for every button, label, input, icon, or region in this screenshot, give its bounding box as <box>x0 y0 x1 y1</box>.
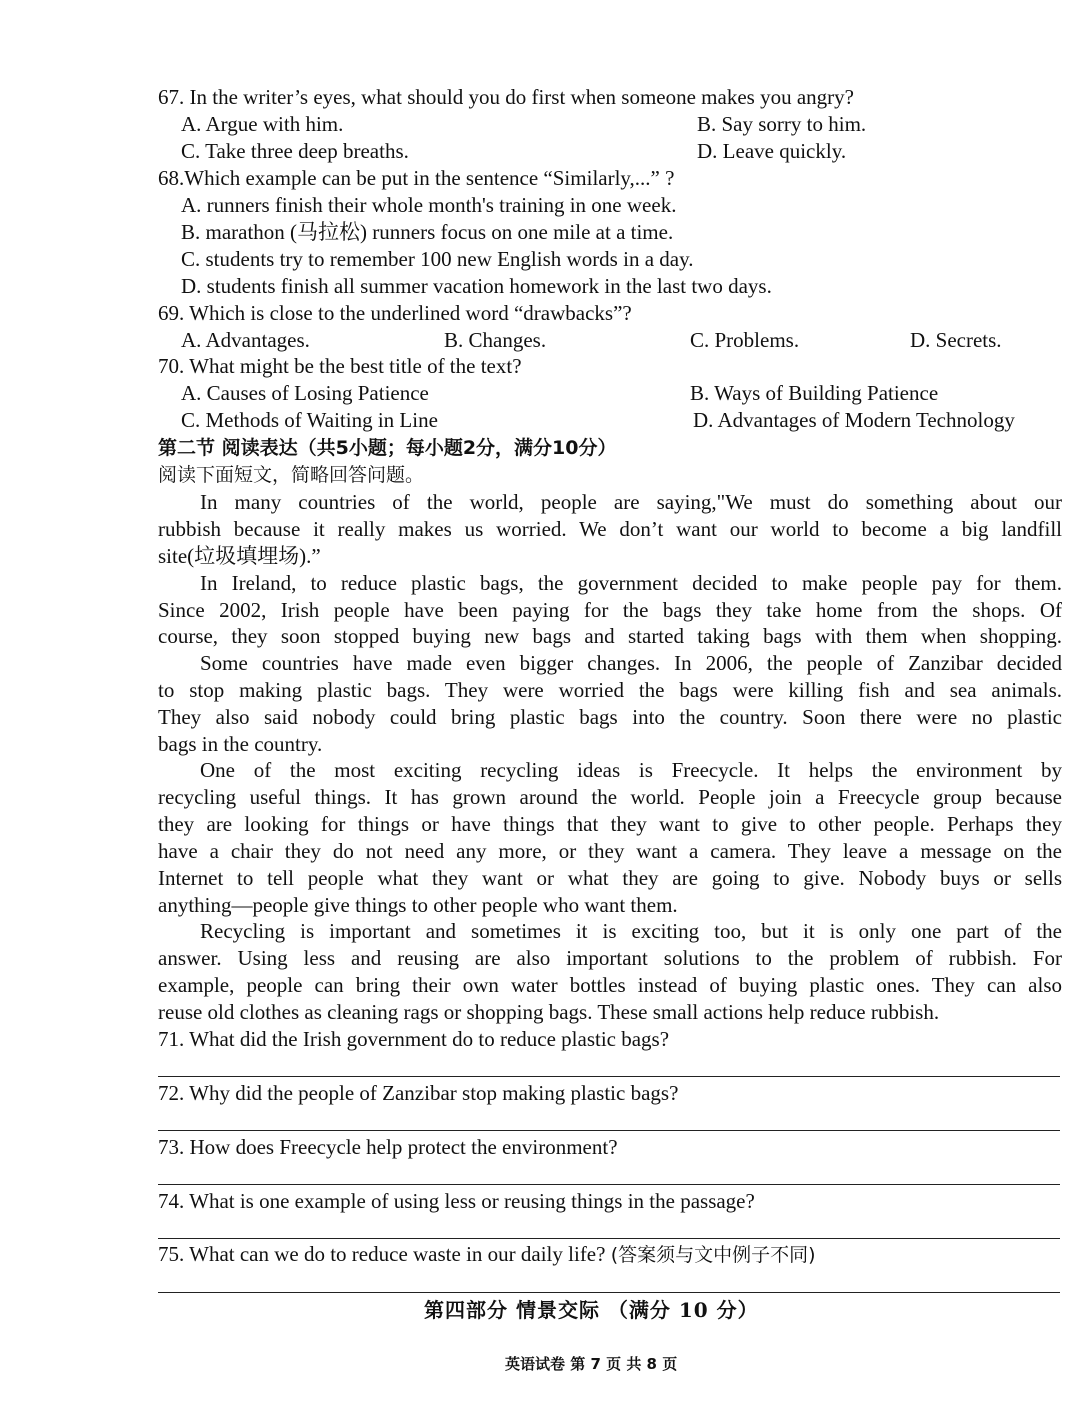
section-2-heading: 第二节 阅读表达（共5小题；每小题2分，满分10分） <box>158 437 617 459</box>
answer-line-73[interactable] <box>158 1184 1060 1185</box>
question-67-option-d: D. Leave quickly. <box>697 139 847 163</box>
passage-p4-line4: have a chair they do not need any more, or they want a camera. They leave a message on the <box>158 839 1062 863</box>
passage-p2-line1: In Ireland, to reduce plastic bags, the government decided to make people pay for them. <box>200 571 1062 595</box>
question-71: 71. What did the Irish government do to reduce plastic bags? <box>158 1027 670 1051</box>
passage-p3-line3: They also said nobody could bring plastic bags into the country. Soon there were no plastic <box>158 705 1062 729</box>
question-67-option-c: C. Take three deep breaths. <box>181 139 409 163</box>
answer-line-74[interactable] <box>158 1238 1060 1239</box>
passage-p5-line3: example, people can bring their own water bottles instead of buying plastic ones. They can also <box>158 973 1062 997</box>
question-68-option-b: B. marathon (马拉松) runners focus on one mile at a time. <box>181 220 674 244</box>
passage-p4-line5: Internet to tell people what they want or what they are going to give. Nobody buys or sells <box>158 866 1062 890</box>
passage-p1-line3: site(垃圾填埋场).” <box>158 544 321 568</box>
question-74: 74. What is one example of using less or reusing things in the passage? <box>158 1189 755 1213</box>
passage-p1-line1: In many countries of the world, people are saying,"We must do something about our <box>200 490 1062 514</box>
question-69-option-b: B. Changes. <box>444 328 547 352</box>
question-70-option-b: B. Ways of Building Patience <box>690 381 939 405</box>
question-68-option-c: C. students try to remember 100 new English words in a day. <box>181 247 694 271</box>
question-67-option-b: B. Say sorry to him. <box>697 112 867 136</box>
passage-p5-line2: answer. Using less and reusing are also important solutions to the problem of rubbish. For <box>158 946 1062 970</box>
passage-p2-line3: course, they soon stopped buying new bags and started taking bags with them when shopping. <box>158 624 1062 648</box>
passage-p5-line1: Recycling is important and sometimes it is exciting too, but it is only one part of the <box>200 919 1062 943</box>
passage-p4-line3: they are looking for things or have things that they want to give to other people. Perhaps they <box>158 812 1062 836</box>
passage-p4-line6: anything—people give things to other people who want them. <box>158 893 678 917</box>
question-67-option-a: A. Argue with him. <box>181 112 344 136</box>
question-70-option-c: C. Methods of Waiting in Line <box>181 408 438 432</box>
question-70-stem: 70. What might be the best title of the text? <box>158 354 522 378</box>
question-68-option-a: A. runners finish their whole month's training in one week. <box>181 193 677 217</box>
question-69-option-d: D. Secrets. <box>910 328 1002 352</box>
question-70-option-a: A. Causes of Losing Patience <box>181 381 429 405</box>
question-67-stem: 67. In the writer’s eyes, what should you do first when someone makes you angry? <box>158 85 854 109</box>
passage-p3-line2: to stop making plastic bags. They were worried the bags were killing fish and sea animals. <box>158 678 1062 702</box>
answer-line-72[interactable] <box>158 1130 1060 1131</box>
page-footer: 英语试卷 第 7 页 共 8 页 <box>505 1355 678 1373</box>
question-75 <box>158 1241 816 1269</box>
answer-line-71[interactable] <box>158 1076 1060 1077</box>
passage-p4-line1: One of the most exciting recycling ideas is Freecycle. It helps the environment by <box>200 758 1062 782</box>
question-69-option-c: C. Problems. <box>690 328 800 352</box>
section-2-instruction: 阅读下面短文，简略回答问题。 <box>158 464 425 486</box>
question-68-option-d: D. students finish all summer vacation homework in the last two days. <box>181 274 772 298</box>
passage-p2-line2: Since 2002, Irish people have been paying for the bags they take home from the shops. Of <box>158 598 1062 622</box>
question-75-text: 75. What can we do to reduce waste in our daily life? <box>158 1242 611 1266</box>
question-72: 72. Why did the people of Zanzibar stop making plastic bags? <box>158 1081 679 1105</box>
part-4-heading: 第四部分 情景交际 （满分 10 分） <box>424 1298 759 1322</box>
passage-p5-line4: reuse old clothes as cleaning rags or shopping bags. These small actions help reduce rubbish. <box>158 1000 940 1024</box>
question-75-note: (答案须与文中例子不同) <box>610 1244 816 1266</box>
answer-line-75[interactable] <box>158 1292 1060 1293</box>
passage-p3-line1: Some countries have made even bigger changes. In 2006, the people of Zanzibar decided <box>200 651 1062 675</box>
question-73: 73. How does Freecycle help protect the environment? <box>158 1135 618 1159</box>
question-69-option-a: A. Advantages. <box>181 328 310 352</box>
passage-p3-line4: bags in the country. <box>158 732 323 756</box>
question-69-stem: 69. Which is close to the underlined word “drawbacks”? <box>158 301 632 325</box>
passage-p4-line2: recycling useful things. It has grown around the world. People join a Freecycle group because <box>158 785 1062 809</box>
question-68-stem: 68.Which example can be put in the sentence “Similarly,...” ? <box>158 166 675 190</box>
passage-p1-line2: rubbish because it really makes us worried. We don’t want our world to become a big landfill <box>158 517 1062 541</box>
question-70-option-d: D. Advantages of Modern Technology <box>693 408 1015 432</box>
